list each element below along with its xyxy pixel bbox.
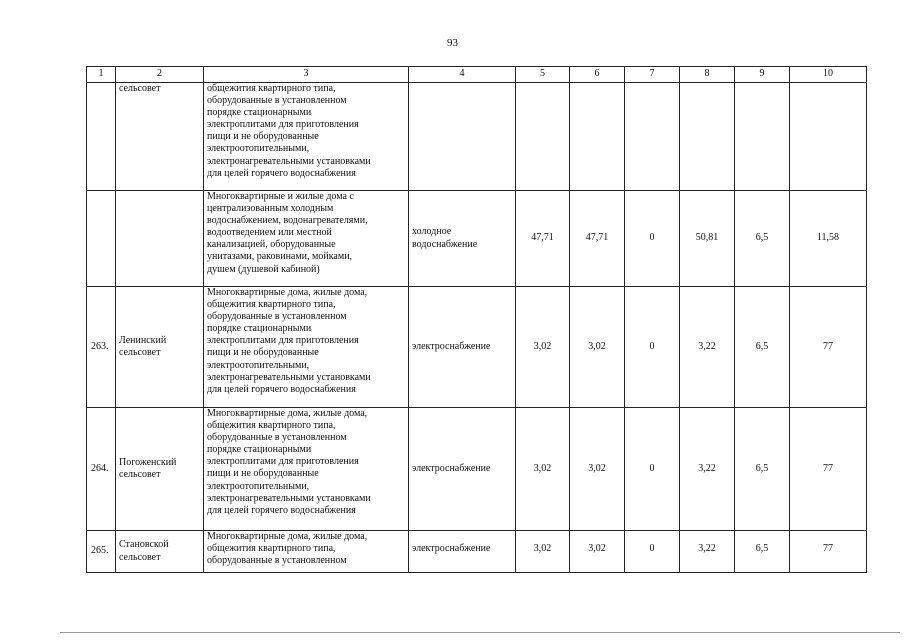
table-row <box>87 287 867 408</box>
cell-text-line: электронагревательными установками <box>207 492 371 504</box>
row-number-cell <box>87 408 116 531</box>
value-cell: 3,22 <box>680 531 735 573</box>
column-header: 2 <box>116 67 204 83</box>
column-header: 10 <box>790 67 867 83</box>
table-row <box>87 191 867 287</box>
cell-text-line: электронагревательными установками <box>207 155 371 167</box>
row-number-cell <box>87 287 116 408</box>
cell-text-line: для целей горячего водоснабжения <box>207 383 356 395</box>
value-cell: 6,5 <box>735 191 790 287</box>
value-cell: 3,02 <box>570 531 625 573</box>
row-number: 263. <box>91 340 109 352</box>
column-header: 7 <box>625 67 680 83</box>
cell-text-line: порядке стационарными <box>207 444 312 456</box>
cell-text-line: сельсовет <box>119 83 161 94</box>
cell-text-line: холодное <box>412 226 452 238</box>
cell-text-line: Погоженский <box>119 456 177 468</box>
consumer-category-cell <box>204 408 409 531</box>
consumer-category-cell <box>204 531 409 573</box>
value-cell: 47,71 <box>570 191 625 287</box>
cell-text-line: пищи и не оборудованные <box>207 347 319 359</box>
cell-text-line: душем (душевой кабиной) <box>207 263 320 275</box>
tariff-table <box>86 66 867 573</box>
cell-text-line: электронагревательными установками <box>207 371 371 383</box>
value-cell: 11,58 <box>790 191 867 287</box>
cell-text-line: унитазами, раковинами, мойками, <box>207 251 353 263</box>
table-row <box>87 83 867 191</box>
cell-text-line: общежития квартирного типа, <box>207 299 336 311</box>
value-cell: 0 <box>625 531 680 573</box>
row-number-cell <box>87 83 116 191</box>
cell-text-line: порядке стационарными <box>207 323 312 335</box>
cell-text-line: общежития квартирного типа, <box>207 420 336 432</box>
value-cell: 6,5 <box>735 408 790 531</box>
cell-text-line: Многоквартирные и жилые дома с <box>207 191 354 202</box>
cell-text-line: для целей горячего водоснабжения <box>207 167 356 179</box>
cell-text-line: сельсовет <box>119 551 161 563</box>
cell-text-line: общежития квартирного типа, <box>207 83 336 94</box>
cell-text-line: водоснабжением, водонагревателями, <box>207 215 368 227</box>
settlement-cell <box>116 83 204 191</box>
cell-text-line: Многоквартирные дома, жилые дома, <box>207 531 368 542</box>
value-cell: 3,22 <box>680 408 735 531</box>
cell-text-line: централизованным холодным <box>207 203 334 215</box>
value-cell: 77 <box>790 287 867 408</box>
settlement-cell <box>116 287 204 408</box>
value-cell: 3,02 <box>570 287 625 408</box>
row-number: 265. <box>91 545 109 557</box>
cell-text-line: сельсовет <box>119 347 161 358</box>
cell-text-line: электроотопительными, <box>207 359 310 371</box>
row-number-cell <box>87 191 116 287</box>
row-number-cell <box>87 531 116 573</box>
utility-service-cell <box>409 531 516 573</box>
cell-text-line: водоснабжение <box>412 238 478 250</box>
value-cell: 47,71 <box>516 191 570 287</box>
value-cell: 6,5 <box>735 287 790 408</box>
scan-edge-line <box>60 632 900 633</box>
value-cell <box>735 83 790 191</box>
cell-text-line: электроснабжение <box>412 462 491 474</box>
value-cell <box>625 83 680 191</box>
cell-text-line: Многоквартирные дома, жилые дома, <box>207 287 368 298</box>
table-row <box>87 408 867 531</box>
cell-text-line: порядке стационарными <box>207 107 312 119</box>
value-cell <box>570 83 625 191</box>
value-cell <box>680 83 735 191</box>
column-header: 5 <box>516 67 570 83</box>
value-cell: 0 <box>625 287 680 408</box>
row-number: 264. <box>91 462 109 474</box>
value-cell <box>516 83 570 191</box>
settlement-cell <box>116 408 204 531</box>
utility-service-cell <box>409 191 516 287</box>
value-cell: 3,22 <box>680 287 735 408</box>
column-header: 3 <box>204 67 409 83</box>
cell-text-line: Ленинский <box>119 334 167 346</box>
cell-text-line: водоотведением или местной <box>207 227 332 239</box>
cell-text-line: электроснабжение <box>412 340 491 352</box>
cell-text-line: электроотопительными, <box>207 143 310 155</box>
cell-text-line: оборудованные в установленном <box>207 555 347 567</box>
cell-text-line: электроотопительными, <box>207 480 310 492</box>
cell-text-line: для целей горячего водоснабжения <box>207 504 356 516</box>
cell-text-line: Многоквартирные дома, жилые дома, <box>207 408 368 419</box>
column-header: 6 <box>570 67 625 83</box>
value-cell: 3,02 <box>570 408 625 531</box>
value-cell: 50,81 <box>680 191 735 287</box>
settlement-cell <box>116 531 204 573</box>
cell-text-line: электроснабжение <box>412 543 491 554</box>
column-header: 1 <box>87 67 116 83</box>
value-cell: 3,02 <box>516 408 570 531</box>
consumer-category-cell <box>204 287 409 408</box>
consumer-category-cell <box>204 191 409 287</box>
value-cell <box>790 83 867 191</box>
cell-text-line: пищи и не оборудованные <box>207 131 319 143</box>
cell-text-line: оборудованные в установленном <box>207 311 347 323</box>
cell-text-line: электроплитами для приготовления <box>207 119 359 131</box>
page-number: 93 <box>447 37 458 49</box>
value-cell: 77 <box>790 531 867 573</box>
column-header: 8 <box>680 67 735 83</box>
value-cell: 77 <box>790 408 867 531</box>
cell-text-line: сельсовет <box>119 469 161 480</box>
value-cell: 0 <box>625 408 680 531</box>
cell-text-line: общежития квартирного типа, <box>207 543 336 555</box>
value-cell: 3,02 <box>516 531 570 573</box>
value-cell: 3,02 <box>516 287 570 408</box>
header-row <box>87 67 867 83</box>
column-header: 4 <box>409 67 516 83</box>
cell-text-line: пищи и не оборудованные <box>207 468 319 480</box>
cell-text-line: канализацией, оборудованные <box>207 239 336 251</box>
consumer-category-cell <box>204 83 409 191</box>
utility-service-cell <box>409 408 516 531</box>
utility-service-cell <box>409 83 516 191</box>
cell-text-line: электроплитами для приготовления <box>207 335 359 347</box>
settlement-cell <box>116 191 204 287</box>
cell-text-line: Становской <box>119 539 169 551</box>
cell-text-line: оборудованные в установленном <box>207 432 347 444</box>
value-cell: 6,5 <box>735 531 790 573</box>
value-cell: 0 <box>625 191 680 287</box>
table-row <box>87 531 867 573</box>
column-header: 9 <box>735 67 790 83</box>
utility-service-cell <box>409 287 516 408</box>
cell-text-line: оборудованные в установленном <box>207 95 347 107</box>
cell-text-line: электроплитами для приготовления <box>207 456 359 468</box>
